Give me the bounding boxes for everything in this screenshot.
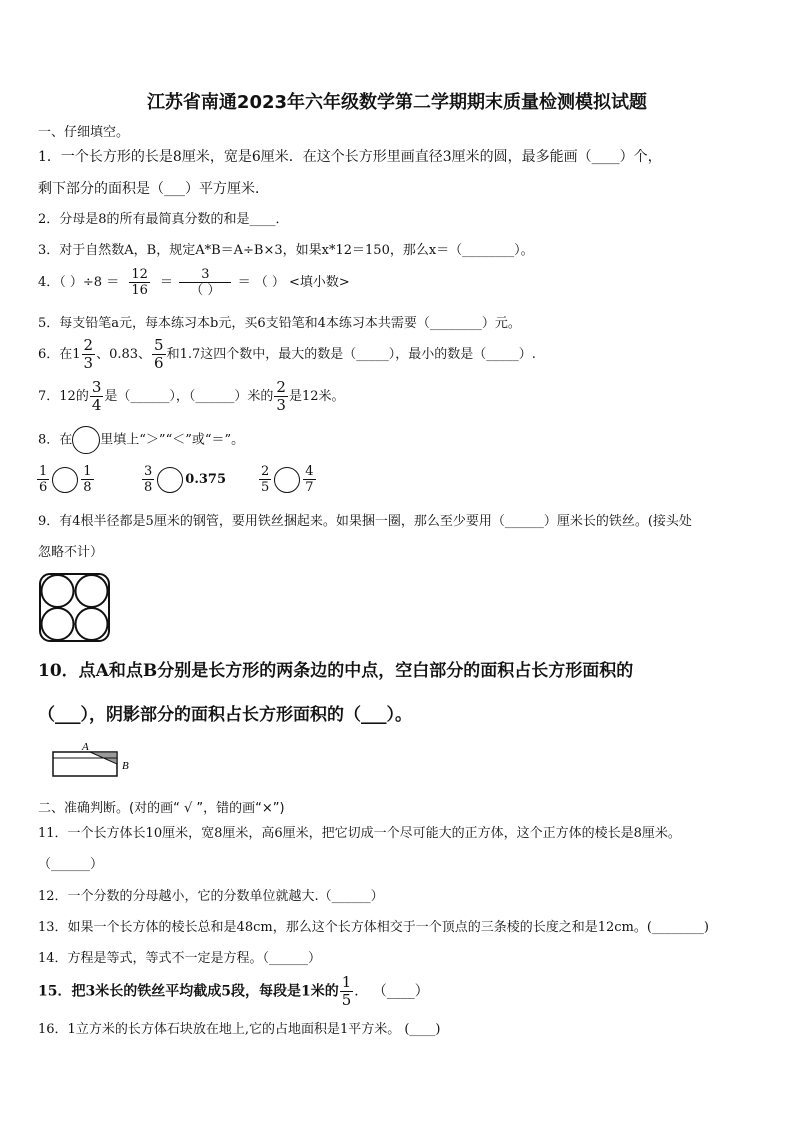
question-8-text-b: 里填上“＞”“＜”或“＝”。 bbox=[100, 432, 245, 448]
question-2: 2．分母是8的所有最简真分数的和是____． bbox=[38, 212, 289, 227]
fraction-4-7 bbox=[303, 465, 315, 494]
question-14: 14．方程是等式，等式不一定是方程。（______） bbox=[38, 951, 322, 966]
fraction-numerator: 2 bbox=[261, 464, 270, 479]
steel-pipes-figure bbox=[38, 572, 112, 644]
question-6-text-c: 和1.7这四个数中，最大的数是（_____），最小的数是（_____）. bbox=[166, 347, 536, 362]
pipe-circle bbox=[42, 608, 74, 640]
fraction-numerator: 1 bbox=[83, 464, 92, 479]
rectangle-figure bbox=[48, 738, 140, 782]
question-6-text-b: 、0.83、 bbox=[96, 347, 152, 362]
fraction-numerator: 5 bbox=[154, 336, 164, 354]
question-7-text-c: 是12米。 bbox=[288, 389, 345, 404]
section-1-heading: 一、仔细填空。 bbox=[38, 125, 130, 140]
question-16: 16．1立方米的长方体石块放在地上,它的占地面积是1平方米。 (____) bbox=[38, 1022, 441, 1037]
fraction-numerator: 3 bbox=[144, 464, 153, 479]
question-9-line-1: 9．有4根半径都是5厘米的钢管，要用铁丝捆起来。如果捆一圈，那么至少要用（______）厘米长的铁丝。(接头处 bbox=[38, 514, 692, 529]
comparison-3 bbox=[258, 465, 317, 494]
fraction-numerator: 2 bbox=[276, 378, 286, 396]
fraction-1-6 bbox=[37, 465, 49, 494]
fraction-denominator: 8 bbox=[144, 480, 153, 495]
question-8-text-a: 8．在 bbox=[38, 432, 73, 448]
fraction-numerator: 12 bbox=[131, 267, 148, 282]
question-10-line-1: 10．点A和点B分别是长方形的两条边的中点，空白部分的面积占长方形面积的 bbox=[38, 661, 634, 681]
question-6 bbox=[38, 338, 536, 371]
pipe-circle bbox=[42, 575, 74, 607]
pipe-circle bbox=[76, 608, 108, 640]
fraction-3-blank bbox=[179, 268, 231, 297]
question-10-line-2: （___），阴影部分的面积占长方形面积的（___）。 bbox=[38, 705, 412, 725]
fraction-2-3 bbox=[274, 380, 288, 413]
question-3: 3．对于自然数A，B，规定A*B＝A÷B×3，如果x*12＝150，那么x＝（________）。 bbox=[38, 243, 534, 258]
section-2-heading: 二、准确判断。(对的画“ √ ”，错的画“×”) bbox=[38, 801, 285, 816]
fraction-numerator: 4 bbox=[305, 464, 314, 479]
question-7 bbox=[38, 380, 344, 413]
question-4 bbox=[38, 268, 350, 297]
fraction-1-5 bbox=[340, 975, 354, 1008]
comparison-2 bbox=[141, 465, 226, 494]
question-4-text-a: 4．（ ）÷8 ＝ bbox=[38, 275, 120, 290]
question-15 bbox=[38, 975, 429, 1008]
fraction-5-6 bbox=[152, 338, 166, 371]
comparison-circle[interactable] bbox=[274, 467, 300, 493]
fraction-numerator: 3 bbox=[91, 378, 102, 396]
question-7-text-b: 是（______），（______）米的 bbox=[104, 389, 274, 404]
question-8 bbox=[38, 426, 244, 454]
question-9-line-2: 忽略不计） bbox=[38, 545, 104, 560]
fraction-denominator: 8 bbox=[83, 480, 92, 495]
fraction-3-8 bbox=[142, 465, 154, 494]
fraction-denominator: （ ） bbox=[190, 283, 221, 298]
fraction-denominator: 5 bbox=[261, 480, 270, 495]
question-1-line-2: 剩下部分的面积是（___）平方厘米． bbox=[38, 181, 269, 197]
fraction-2-5 bbox=[259, 465, 271, 494]
equals-sign: ＝ bbox=[160, 275, 174, 290]
fraction-denominator: 7 bbox=[305, 480, 314, 495]
comparison-circle[interactable] bbox=[52, 467, 78, 493]
question-5: 5．每支铅笔a元，每本练习本b元，买6支铅笔和4本练习本共需要（________）元。 bbox=[38, 316, 521, 331]
fraction-denominator: 16 bbox=[131, 283, 148, 298]
point-a-label: A bbox=[82, 741, 89, 753]
comparison-1 bbox=[36, 465, 95, 494]
fraction-numerator: 2 bbox=[83, 336, 94, 354]
question-13: 13．如果一个长方体的棱长总和是48cm，那么这个长方体相交于一个顶点的三条棱的长度之和是12cm。(________) bbox=[38, 920, 709, 935]
fraction-1-8 bbox=[81, 465, 93, 494]
comparison-circle bbox=[72, 426, 100, 454]
question-4-text-b: ＝ （ ） <填小数> bbox=[237, 275, 350, 290]
question-11-line-2: （______） bbox=[38, 857, 104, 872]
fraction-denominator: 6 bbox=[154, 354, 164, 372]
question-12: 12．一个分数的分母越小，它的分数单位就越大.（______） bbox=[38, 889, 384, 904]
pipe-circle bbox=[76, 575, 108, 607]
comparison-circle[interactable] bbox=[157, 467, 183, 493]
question-11-line-1: 11．一个长方体长10厘米，宽8厘米，高6厘米，把它切成一个尽可能大的正方体，这个正方体的棱长是8厘米。 bbox=[38, 826, 681, 841]
question-1-line-1: 1．一个长方形的长是8厘米，宽是6厘米．在这个长方形里画直径3厘米的圆，最多能画（____）个， bbox=[38, 149, 662, 165]
point-b-label: B bbox=[122, 760, 129, 772]
fraction-numerator: 3 bbox=[179, 268, 231, 283]
question-15-text-a: 15．把3米长的铁丝平均截成5段，每段是1米的 bbox=[38, 983, 339, 1000]
fraction-numerator: 1 bbox=[39, 464, 48, 479]
fraction-numerator: 1 bbox=[341, 973, 352, 991]
decimal-value: 0.375 bbox=[185, 472, 226, 487]
page-title: 江苏省南通2023年六年级数学第二学期期末质量检测模拟试题 bbox=[146, 92, 648, 113]
fraction-12-16 bbox=[129, 268, 150, 297]
question-6-text-a: 6．在1 bbox=[38, 347, 81, 362]
fraction-denominator: 5 bbox=[341, 991, 352, 1009]
question-15-text-b: ． （____） bbox=[354, 983, 429, 1000]
fraction-denominator: 3 bbox=[83, 354, 94, 372]
fraction-denominator: 3 bbox=[276, 396, 286, 414]
question-7-text-a: 7．12的 bbox=[38, 389, 89, 404]
fraction-denominator: 4 bbox=[91, 396, 102, 414]
binding-wire-outline bbox=[40, 574, 109, 641]
fraction-denominator: 6 bbox=[39, 480, 48, 495]
fraction-2-3 bbox=[82, 338, 96, 371]
fraction-3-4 bbox=[90, 380, 104, 413]
